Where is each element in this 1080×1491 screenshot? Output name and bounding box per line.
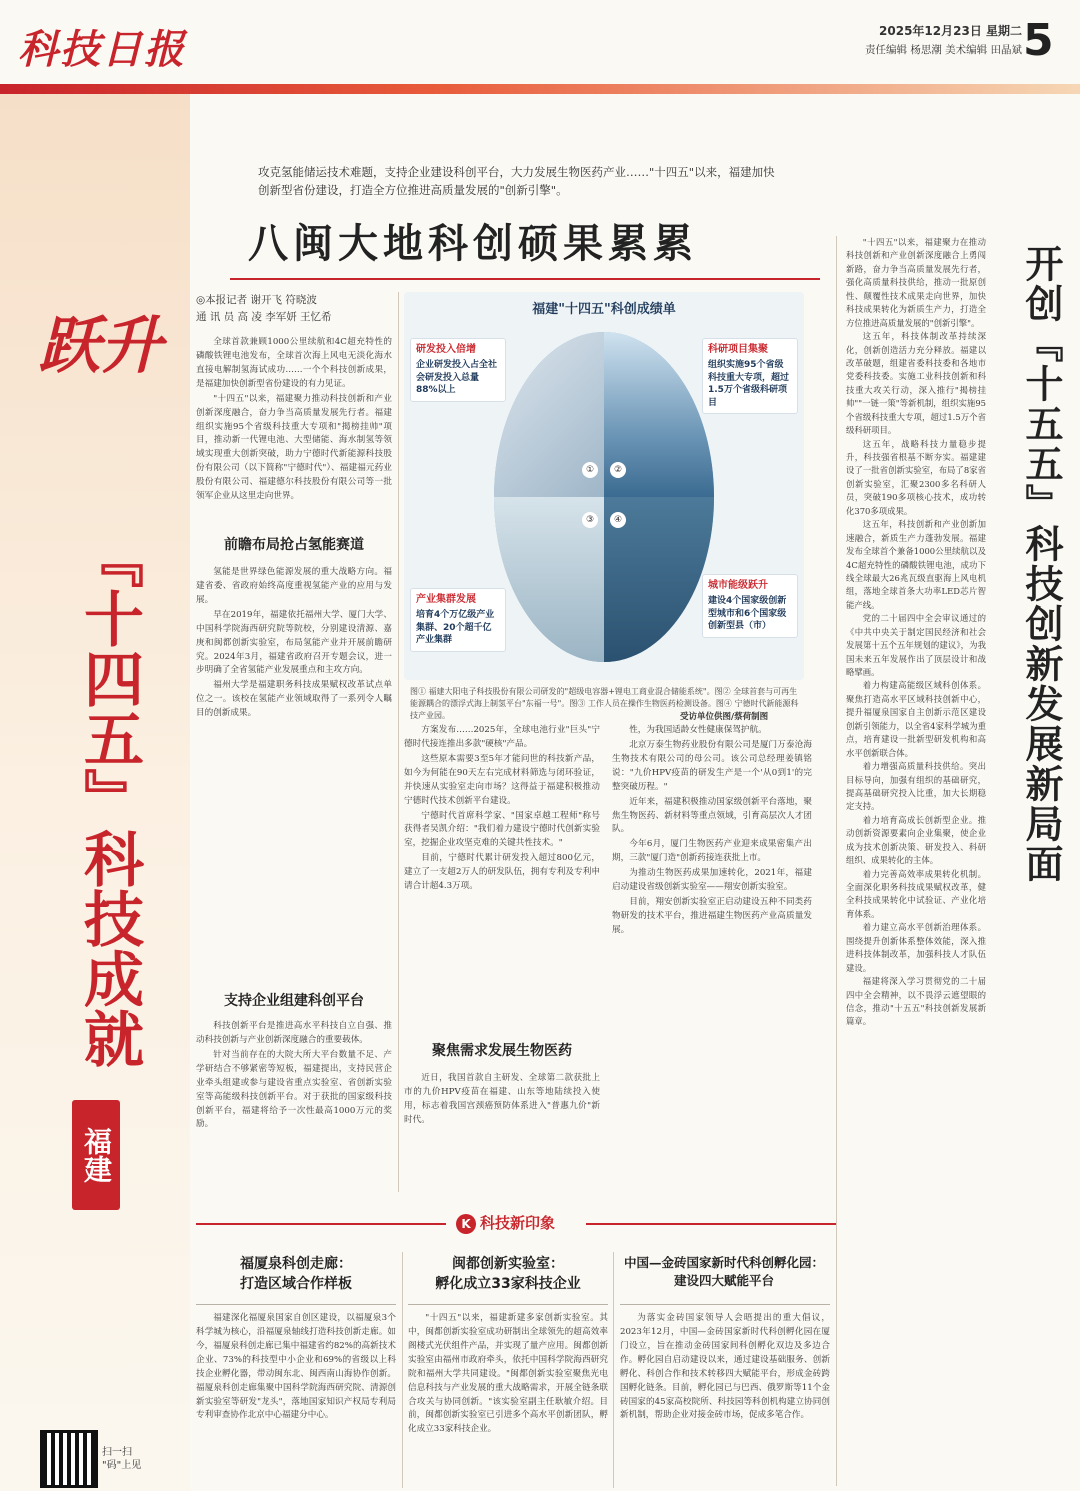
headline-line: 建设四大赋能平台 — [673, 1273, 774, 1289]
paragraph: 性，为我国适龄女性健康保驾护航。 — [629, 725, 767, 735]
byline-reporters: ◎本报记者 谢开飞 符晓波 — [196, 294, 317, 306]
banner-yuesheng: 跃升 — [37, 309, 162, 382]
bottom-article-3 — [620, 1312, 830, 1486]
issue-date: 2025年12月23日 星期二 — [879, 24, 1022, 38]
photo-index-1: ① — [582, 462, 598, 478]
paragraph: 党的二十届四中全会审议通过的《中共中央关于制定国民经济和社会发展第十五个五年规划的建议》，为我国未来五年发展作出了顶层设计和战略擘画。 — [846, 613, 986, 677]
qr-code-icon[interactable] — [40, 1430, 98, 1488]
column-divider — [613, 1252, 614, 1488]
byline — [196, 292, 396, 326]
photo-index-4: ④ — [610, 512, 626, 528]
article-col-3 — [612, 724, 812, 1196]
bottom-headline-1 — [196, 1254, 396, 1295]
stat-box-heading: 产业集群发展 — [416, 594, 476, 605]
bottom-headline-3 — [618, 1254, 830, 1290]
photo-index-2: ② — [610, 462, 626, 478]
article-col-2-bottom — [404, 1072, 600, 1196]
column-divider — [398, 292, 399, 1192]
paragraph: 早在2019年，福建依托福州大学、厦门大学、中国科学院海西研究院等院校，分别建设清源、嘉庚和闽都创新实验室，布局氢能产业并开展前瞻研究。2024年3月，福建省政府召开专题会议，进一步明确了全省氢能产业发展重点和主攻方向。 — [196, 609, 392, 676]
impression-band — [196, 1210, 836, 1238]
headline-rule — [408, 1304, 608, 1305]
paragraph: "十四五"以来，福建聚力在推动科技创新和产业创新深度融合上勇闯新路，奋力争当高质量发展先行者，强化高质量科技供给，推动一批原创性、颠覆性技术成果走向世界，加快科技成果转化为新质生产力，打造全方位推进高质量发展的"创新引擎"。 — [846, 237, 986, 328]
headline-rule — [620, 1304, 830, 1305]
headline-line: 福厦泉科创走廊： — [240, 1256, 352, 1272]
impression-text: 科技新印象 — [480, 1214, 556, 1232]
article-col-1-top — [196, 336, 392, 505]
left-banner — [0, 94, 190, 1491]
stat-box-projects — [702, 338, 798, 414]
page-number: 5 — [1023, 15, 1054, 66]
stat-box-rd — [410, 338, 506, 402]
date-block — [852, 22, 1022, 57]
headline-rule — [196, 1304, 396, 1305]
infographic-photo-circle — [494, 332, 714, 662]
region-tag: 福建 — [72, 1100, 120, 1210]
commentary-text — [846, 236, 986, 1480]
paragraph: 近日，我国首款自主研发、全球第二款获批上市的九价HPV疫苗在福建、山东等地陆续投入使用，标志着我国宫颈癌预防体系进入"普惠九价"新时代。 — [404, 1073, 600, 1125]
band-line-right — [586, 1223, 836, 1225]
column-divider — [402, 1252, 403, 1488]
stat-box-heading: 科研项目集聚 — [708, 344, 768, 355]
paragraph: 福建深化福厦泉国家自创区建设，以福厦泉3个科学城为核心，沿福厦泉轴线打造科技创新走廊。如今，福厦泉科创走廊已集中福建省约82%的高新技术企业、73%的科技型中小企业和69%的省级以上科技企业孵化器，带动闽东北、闽西南山海协作创新。福厦泉科创走廊集聚中国科学院海西研究院、清源创新实验室等研发"龙头"，落地国家知识产权局专利局专利审查协作北京中心福建分中心。 — [196, 1313, 396, 1421]
stat-box-heading: 城市能级跃升 — [708, 580, 768, 591]
qr-label: 扫一扫 "码"上见 — [102, 1447, 142, 1471]
headline-line: 闽都创新实验室： — [452, 1256, 564, 1272]
article-col-1-bottom — [196, 1020, 392, 1196]
paragraph: 着力增强高质量科技供给。突出目标导向，加强有组织的基础研究，提高基础研究投入比重，加大长期稳定支持。 — [846, 761, 986, 812]
paragraph: 全球首款兼顾1000公里续航和4C超充特性的磷酸铁锂电池发布，全球首次海上风电无淡化海水直接电解制氢海试成功……一个个科技创新成果，是福建加快创新型省份建设的有力见证。 — [196, 337, 392, 389]
subheading-platform: 支持企业组建科创平台 — [224, 993, 364, 1009]
article-col-1-mid — [196, 566, 392, 986]
paragraph: 近年来，福建积极推动国家级创新平台落地，聚焦生物医药、新材料等重点领域，引育高层次人才团队。 — [612, 796, 812, 835]
headline-line: 孵化成立33家科技企业 — [435, 1276, 581, 1293]
paragraph: 北京万泰生物药业股份有限公司是厦门万泰沧海生物技术有限公司的母公司。该公司总经理姜镇铭说："九价HPV疫苗的研发生产是一个'从0到1'的完整突破历程。" — [612, 739, 812, 792]
stat-box-clusters — [410, 588, 506, 652]
paragraph: 着力建立高水平创新治理体系。围绕提升创新体系整体效能，深入推进科技体制改革，加强科技人才队伍建设。 — [846, 922, 986, 973]
paragraph: 这五年，科技体制改革持续深化，创新创造活力充分释放。福建以改革破题，组建省委科技委和各地市党委科技委。实施工业科技创新和科技重大攻关行动，深入推行"揭榜挂帅""一链一策"等新机制，组织实施95个省级科技重大专项，超过1.5万个省级科研项目。 — [846, 331, 986, 436]
paragraph: 今年6月，厦门生物医药产业迎来成果密集产出期，三款"厦门造"创新药接连获批上市。 — [612, 839, 812, 864]
headline-line: 中国—金砖国家新时代科创孵化园： — [623, 1255, 824, 1270]
headline-line: 打造区域合作样板 — [240, 1276, 352, 1293]
stat-box-cities — [702, 574, 798, 638]
paragraph: 科技创新平台是推进高水平科技自立自强、推动科技创新与产业创新深度融合的重要载体。 — [196, 1021, 392, 1045]
paragraph: 目前，翔安创新实验室正启动建设五种不同类药物研发的技术平台，推进福建生物医药产业高质量发展。 — [612, 897, 812, 935]
column-divider — [836, 236, 837, 1486]
subheading-biomedicine: 聚焦需求发展生物医药 — [432, 1043, 572, 1059]
paragraph: 方案发布……2025年，全球电池行业"巨头"宁德时代接连推出多款"硬核"产品。 — [404, 725, 600, 749]
paragraph: 氢能是世界绿色能源发展的重大战略方向。福建省委、省政府始终高度重视氢能产业的应用与发展。 — [196, 567, 392, 605]
band-line-left — [196, 1223, 446, 1225]
impression-label — [456, 1212, 555, 1234]
infographic — [404, 292, 804, 680]
paragraph: 着力完善高效率成果转化机制。全面深化职务科技成果赋权改革，健全科技成果转化中试验证、产业化培育体系。 — [846, 868, 986, 919]
paragraph: 着力培育高成长创新型企业。推动创新资源要素向企业集聚，使企业成为技术创新决策、研发投入、科研组织、成果转化的主体。 — [846, 814, 986, 866]
editors-line: 责任编辑 杨思潮 美术编辑 田晶斌 — [864, 44, 1022, 56]
bottom-article-1 — [196, 1312, 396, 1486]
paragraph: 这些原本需要3至5年才能问世的科技新产品，如今为何能在90天左右完成材料筛选与闭环验证，并快速从实验室走向市场？这得益于福建积极推动宁德时代技术创新平台建设。 — [404, 753, 600, 806]
header-red-band — [0, 84, 1080, 94]
stat-box-text: 企业研发投入占全社会研发投入总量88%以上 — [416, 360, 498, 396]
paragraph: 这五年，战略科技力量稳步提升，科技强省根基不断夯实。福建建设了一批省创新实验室，布局了8家省创新实验室，汇聚2300多名科研人员，突破190多项核心技术，成功转化370多项成果。 — [846, 438, 986, 516]
bottom-article-2 — [408, 1312, 608, 1486]
bottom-headline-2 — [408, 1254, 608, 1295]
stat-box-heading: 研发投入倍增 — [416, 344, 476, 355]
k-badge-icon: K — [456, 1214, 476, 1234]
intro-lead: 攻克氢能储运技术难题，支持企业建设科创平台，大力发展生物医药产业……"十四五"以来，福建加快创新型省份建设，打造全方位推进高质量发展的"创新引擎"。 — [258, 165, 775, 197]
photo-caption: 图① 福建大阳电子科技股份有限公司研发的"超级电容器+锂电工商业混合储能系统"。图② 全球首套与可再生能源耦合的漂浮式海上制氢平台"东福一号"。图③ 工作人员在操作生物医药检测设备。图④ 宁德时代新能源科技产业园。 — [410, 687, 799, 720]
stat-box-text: 培育4个万亿级产业集群、20个超千亿产业集群 — [416, 610, 495, 646]
main-headline: 八闽大地科创硕果累累 — [248, 221, 698, 267]
paragraph: "十四五"以来，福建聚力推动科技创新和产业创新深度融合，奋力争当高质量发展先行者。福建组织实施95个省级科技重大专项和"揭榜挂帅"项目，推动新一代锂电池、大型储能、海水制氢等领域实现重大创新突破，助力宁德时代新能源科技股份有限公司（以下简称"宁德时代"）、福建福元药业股份有限公司、福建德尔科技股份有限公司等一批领军企业从这里走向世界。 — [196, 393, 392, 502]
paragraph: 为推动生物医药成果加速转化，2021年，福建启动建设省级创新实验室——翔安创新实验室。 — [612, 868, 812, 893]
title-divider — [230, 278, 820, 280]
paragraph: 福州大学是福建职务科技成果赋权改革试点单位之一。该校在氢能产业领域取得了一系列令人瞩目的创新成果。 — [196, 680, 392, 719]
byline-correspondents: 通 讯 员 高 凌 李军妍 王忆希 — [196, 310, 332, 323]
paragraph: 针对当前存在的大院大所大平台数量不足、产学研结合不够紧密等短板，福建提出，支持民营企业牵头组建或参与建设省重点实验室、省创新实验室等高能级科技创新平台。对于获批的国家级科技创新平台，福建将给予一次性最高1000万元的奖励。 — [196, 1049, 392, 1130]
paragraph: 为落实金砖国家领导人会晤提出的重大倡议，2023年12月，中国—金砖国家新时代科创孵化园在厦门设立，旨在推动金砖国家间科创孵化双边及多边合作。孵化园自启动建设以来，通过建设基础服务、创新孵化、科创合作和技术转移四大赋能平台，形成金砖跨国孵化链条。目前，孵化园已与巴西、俄罗斯等11个金砖国家的45家高校院所、科技园等科创机构建立协同创新机制，帮助企业对接金砖市场，促成多笔合作。 — [620, 1313, 830, 1421]
paragraph: 着力构建高能级区域科创体系。聚焦打造高水平区域科技创新中心，提升福厦泉国家自主创新示范区建设创新引领能力，以全省4家科学城为重点，培育建设一批新型研发机构和高水平创新联合体。 — [846, 680, 986, 758]
paragraph: 这五年，科技创新和产业创新加速融合，新质生产力蓬勃发展。福建发布全球首个兼备1000公里续航以及4C超充特性的磷酸铁锂电池，成功下线全球最大26兆瓦级直驱海上风电机组，落地全球首条大功率LED芯片智能产线。 — [846, 519, 986, 610]
newspaper-logo: 科技日报 — [18, 26, 186, 73]
paragraph: 宁德时代首席科学家、"国家卓越工程师"称号获得者吴凯介绍："我们着力建设宁德时代创新实验室，挖掘企业攻坚克难的关键共性技术。" — [404, 810, 600, 849]
article-col-2 — [404, 724, 600, 1024]
infographic-title: 福建"十四五"科创成绩单 — [532, 302, 676, 317]
photo-credit: 受访单位供图/蔡荷制图 — [680, 712, 769, 722]
paragraph: 目前，宁德时代累计研发投入超过800亿元，建立了一支超2万人的研发队伍，拥有专利及专利申请合计超4.3万项。 — [404, 853, 600, 892]
stat-box-text: 组织实施95个省级科技重大专项，超过1.5万个省级科研项目 — [708, 360, 790, 408]
banner-vertical-title: 『十四五』科技成就 — [74, 528, 144, 1068]
photo-index-3: ③ — [582, 512, 598, 528]
paragraph: "十四五"以来，福建新建多家创新实验室。其中，闽都创新实验室成功研制出全球领先的超高效率阁楼式光伏组件产品，并实现了量产应用。闽都创新实验室由福州市政府牵头，依托中国科学院海西研究院和福州大学共同建设。"闽都创新实验室聚焦光电信息科技与产业发展的重大战略需求，开展全链条联合攻关与协同创新。"该实验室副主任耿敏介绍。目前，闽都创新实验室已引进多个高水平创新团队，孵化成立33家科技企业。 — [408, 1313, 608, 1435]
paragraph: 福建将深入学习贯彻党的二十届四中全会精神，以不畏浮云遮望眼的信念，推动"十五五"科技创新发展新篇章。 — [846, 976, 986, 1027]
masthead — [0, 0, 1080, 92]
stat-box-text: 建设4个国家级创新型城市和6个国家级创新型县（市） — [708, 596, 787, 632]
commentary-title: 开创『十五五』科技创新发展新局面 — [1019, 244, 1063, 884]
subheading-hydrogen: 前瞻布局抢占氢能赛道 — [224, 537, 364, 553]
